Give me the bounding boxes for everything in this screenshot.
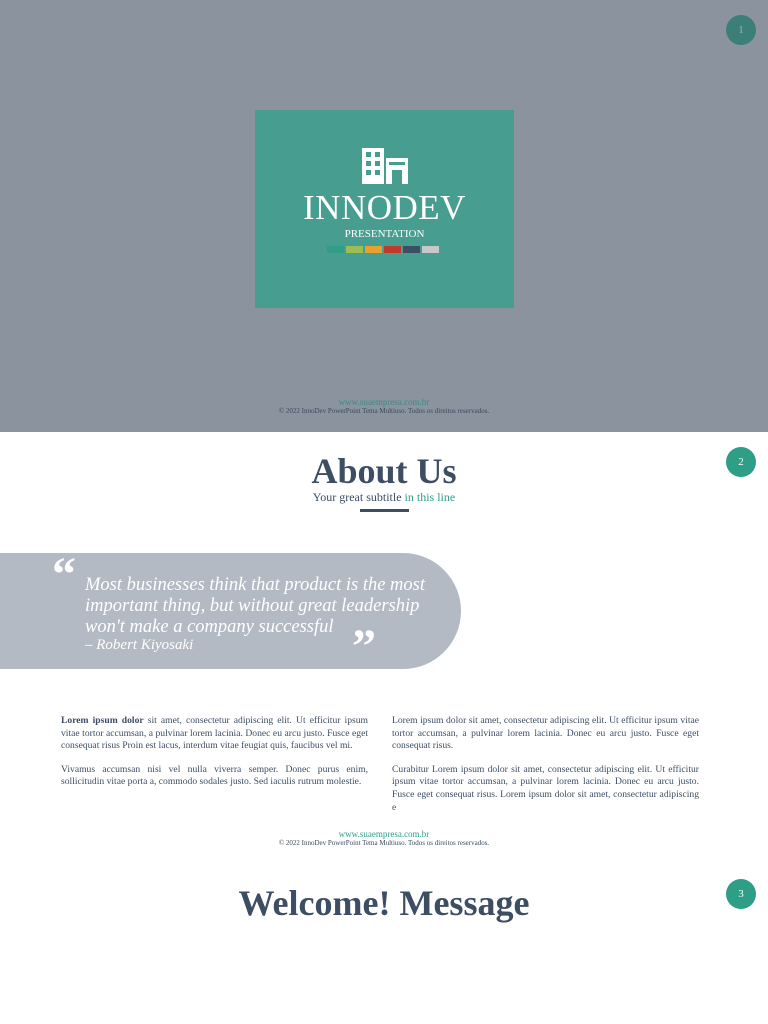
palette-swatch [422, 246, 439, 253]
title-underline [360, 509, 409, 512]
cover-subtitle: PRESENTATION [344, 228, 425, 240]
paragraph: Lorem ipsum dolor sit amet, consectetur adipiscing elit. Ut efficitur ipsum vitae tortor accumsan, a pulvinar lorem lacinia. Donec eu arcu justo. Fusce eget consequat risus. [392, 715, 699, 752]
cover-title: INNODEV [303, 188, 466, 227]
subtitle-text: Your great subtitle [312, 490, 405, 504]
quote-box [0, 548, 461, 673]
cover-card [255, 110, 514, 308]
footer [0, 397, 768, 415]
text-column-right [392, 715, 699, 825]
building-icon [362, 148, 408, 184]
slide-welcome [0, 864, 768, 1024]
slide-title: About Us [311, 451, 457, 491]
footer-url[interactable]: www.suaempresa.com.br [338, 829, 430, 839]
palette-swatch [384, 246, 401, 253]
page-number-badge: 2 [726, 447, 756, 477]
subtitle-accent: in this line [404, 490, 456, 504]
color-palette [327, 246, 439, 253]
paragraph: Vivamus accumsan nisi vel nulla viverra semper. Donec purus enim, sollicitudin vitae porta a, commodo sodales justo. Sed iaculis rutrum molestie. [61, 763, 368, 788]
footer [0, 829, 768, 847]
palette-swatch [327, 246, 344, 253]
page-number-badge: 1 [726, 15, 756, 45]
palette-swatch [365, 246, 382, 253]
paragraph-body: sit amet, consectetur adipiscing elit. Ut efficitur ipsum vitae tortor accumsan, a pulvinar lorem lacinia. Donec eu arcu justo. Fusce eget consequat risus Proin est lacus, interdum vitae feugiat quis, faucibus vel mi. [61, 715, 368, 752]
paragraph [61, 715, 368, 753]
slide-title: Welcome! Message [238, 883, 530, 923]
paragraph: Curabitur Lorem ipsum dolor sit amet, consectetur adipiscing elit. Ut efficitur ipsum vitae tortor accumsan, a pulvinar lorem lacinia. Donec eu arcu justo. Fusce eget consequat risus. Lorem ipsum dolor sit amet, consectetur adipiscing e [392, 763, 699, 813]
slide-cover [0, 0, 768, 432]
palette-swatch [403, 246, 420, 253]
footer-url[interactable]: www.suaempresa.com.br [338, 397, 430, 407]
footer-copyright: © 2022 InnoDev PowerPoint Tema Multiuso. Todos os direitos reservados. [278, 839, 490, 847]
slide-subtitle [0, 490, 768, 505]
quote-close-icon: ” [352, 620, 376, 673]
slide-about-us [0, 432, 768, 864]
paragraph-lead: Lorem ipsum dolor [61, 715, 144, 726]
footer-copyright: © 2022 InnoDev PowerPoint Tema Multiuso. Todos os direitos reservados. [278, 407, 490, 415]
page-number-badge: 3 [726, 879, 756, 909]
text-column-left [61, 715, 368, 800]
quote-text: Most businesses think that product is the most important thing, but without great leadership won't make a company successful [85, 575, 426, 637]
palette-swatch [346, 246, 363, 253]
quote-open-icon: “ [52, 548, 76, 601]
quote-author: – Robert Kiyosaki [85, 637, 194, 653]
